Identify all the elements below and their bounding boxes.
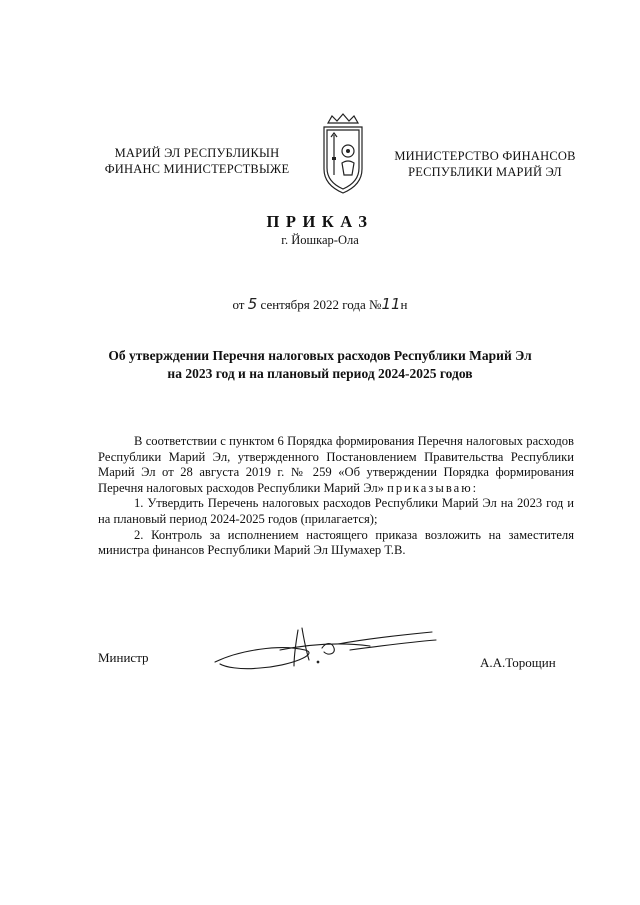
order-title: ПРИКАЗ [266, 212, 374, 231]
date-prefix: от [232, 297, 245, 312]
order-city: г. Йошкар-Ола [281, 233, 359, 247]
handwritten-signature [210, 620, 440, 680]
header-right-line1: МИНИСТЕРСТВО ФИНАНСОВ [394, 149, 576, 163]
order-date-number [0, 295, 640, 313]
order-subject [90, 347, 550, 383]
header-ministry-mari [92, 145, 302, 177]
header-right-line2: РЕСПУБЛИКИ МАРИЙ ЭЛ [408, 165, 562, 179]
subject-line1: Об утверждении Перечня налоговых расходов Республики Марий Эл [108, 348, 532, 363]
body-paragraph-preamble [98, 434, 574, 496]
order-body [98, 434, 574, 559]
header-left-line1: МАРИЙ ЭЛ РЕСПУБЛИКЫН [114, 146, 280, 160]
header-ministry-finance [380, 148, 590, 180]
signatory-name: А.А.Торощин [480, 655, 556, 670]
order-verb: приказываю: [387, 480, 479, 495]
header-left-line2: ФИНАНС МИНИСТЕРСТВЫЖЕ [104, 162, 290, 176]
date-rest: сентября 2022 года № [260, 297, 382, 312]
preamble-text: В соответствии с пунктом 6 Порядка формирования Перечня налоговых расходов Республики Марий Эл, утвержденного Постановлением Правительства Республики Марий Эл от 28 августа 2019 г. № 259 «Об утверждении Порядка формирования Перечня налоговых расходов Республики Марий Эл» [98, 434, 574, 495]
order-number: 11 [381, 295, 401, 313]
date-day: 5 [247, 295, 258, 313]
coat-of-arms-icon [314, 113, 372, 197]
order-number-suffix: н [400, 297, 408, 312]
body-item-2: 2. Контроль за исполнением настоящего приказа возложить на заместителя министра финансов Республики Марий Эл Шумахер Т.В. [98, 527, 574, 558]
signatory-position: Министр [98, 650, 149, 665]
subject-line2: на 2023 год и на плановый период 2024-2025 годов [167, 366, 473, 381]
body-item-1: 1. Утвердить Перечень налоговых расходов Республики Марий Эл на 2023 год и на плановый период 2024-2025 годов (прилагается); [98, 496, 574, 526]
